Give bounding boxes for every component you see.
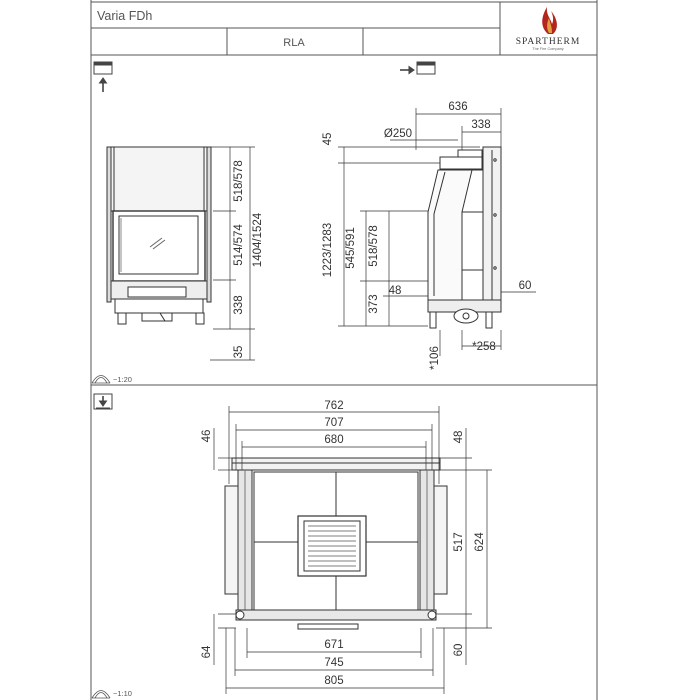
scale-label-upper: ~1:20 <box>113 375 132 384</box>
dim-plan-64: 64 <box>201 645 213 659</box>
dim-front-518-578: 518/578 <box>233 160 245 202</box>
dim-plan-46: 46 <box>201 429 213 443</box>
dim-plan-517: 517 <box>453 532 465 552</box>
title-block <box>91 2 597 55</box>
logo-brand: SPARTHERM <box>515 37 581 47</box>
dim-front-1404-1524: 1404/1524 <box>252 212 264 268</box>
dim-side-1223-1283: 1223/1283 <box>322 222 334 278</box>
dim-plan-762: 762 <box>324 400 344 412</box>
side-view <box>322 101 536 370</box>
dim-side-373: 373 <box>368 294 380 314</box>
front-view <box>107 147 264 360</box>
front-view-icon <box>94 62 112 92</box>
spartherm-logo <box>516 7 581 51</box>
model-title: Varia FDh <box>97 9 153 23</box>
dim-plan-707: 707 <box>324 417 344 429</box>
dim-side-545-591: 545/591 <box>345 227 357 269</box>
dim-plan-624: 624 <box>474 532 486 552</box>
plan-view-body <box>225 458 447 629</box>
dim-front-514-574: 514/574 <box>233 224 245 266</box>
dim-plan-60: 60 <box>453 643 465 657</box>
logo-tagline: The Fire Company <box>532 47 564 51</box>
scale-icon <box>92 691 110 699</box>
dim-side-258: *258 <box>472 341 496 353</box>
scale-label-lower: ~1:10 <box>113 689 132 698</box>
dim-plan-48: 48 <box>453 430 465 444</box>
dim-side-636: 636 <box>448 101 468 113</box>
dim-side-48: 48 <box>388 285 402 297</box>
dim-plan-745: 745 <box>324 657 344 669</box>
side-view-body <box>428 147 501 328</box>
scale-icon <box>92 376 110 384</box>
plan-view-icon <box>94 394 112 409</box>
dim-side-flue-diameter: Ø250 <box>383 128 413 140</box>
dim-side-60: 60 <box>518 280 532 292</box>
dim-front-35: 35 <box>233 345 245 359</box>
plan-view <box>201 400 492 694</box>
dim-side-45: 45 <box>322 132 334 146</box>
dim-front-338: 338 <box>233 295 245 315</box>
dim-side-338: 338 <box>471 119 491 131</box>
scale-marker-lower <box>92 689 132 698</box>
scale-marker-upper <box>92 375 132 384</box>
dim-plan-680: 680 <box>324 434 344 446</box>
flame-icon <box>542 7 557 34</box>
dim-plan-805: 805 <box>324 675 344 687</box>
dim-side-518-578: 518/578 <box>368 225 380 267</box>
dim-side-106: *106 <box>429 346 441 370</box>
dim-plan-671: 671 <box>324 639 344 651</box>
variant-label: RLA <box>283 37 305 49</box>
front-view-body <box>107 147 211 324</box>
side-view-icon <box>400 62 435 74</box>
